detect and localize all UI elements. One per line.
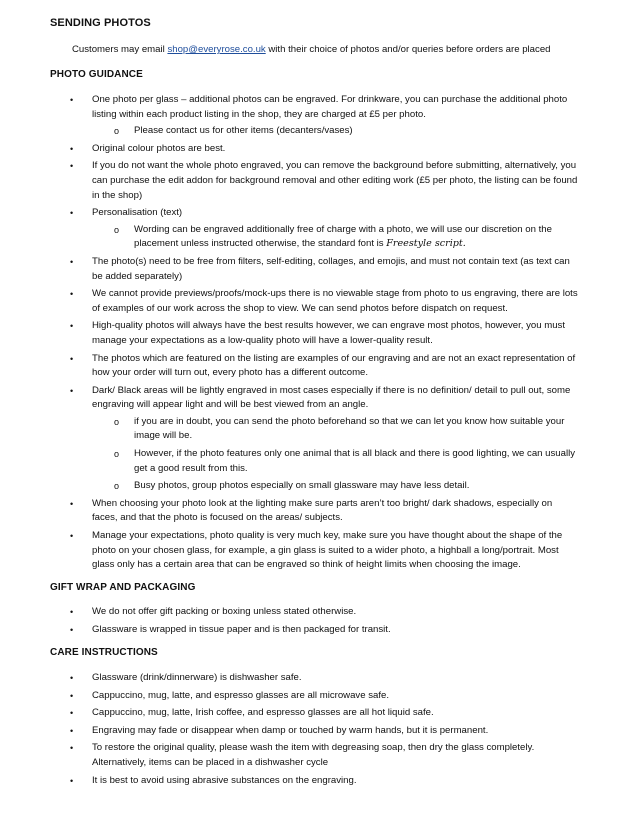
list-item	[0, 689, 631, 704]
list-item	[0, 384, 631, 494]
list-item	[0, 529, 631, 573]
list-item-text: The photo(s) need to be free from filters, self-editing, collages, and emojis, and must not contain text (as text can be added separately)	[92, 255, 570, 282]
bullet-icon: •	[70, 531, 74, 542]
bullet-icon: •	[70, 321, 74, 332]
circle-bullet-icon: o	[114, 126, 120, 137]
bullet-icon: •	[70, 143, 74, 154]
list-item-text: We cannot provide previews/proofs/mock-ups there is no viewable stage from photo to us engraving, there are lots of examples of our work across the shop to view. We can send photos before dispatch on request.	[92, 288, 578, 314]
list-item	[0, 605, 631, 620]
bullet-icon: •	[70, 690, 74, 701]
sub-list-item-text: if you are in doubt, you can send the photo beforehand so that we can let you know how suitable your image will be.	[134, 415, 565, 442]
bullet-icon: •	[70, 673, 74, 683]
page-title: SENDING PHOTOS	[50, 17, 151, 29]
list-item-text: Engraving may fade or disappear when damp or touched by warm hands, but it is permanent.	[92, 724, 489, 736]
list-item	[0, 724, 631, 739]
circle-bullet-icon: o	[114, 481, 120, 492]
list-item-text: Glassware is wrapped in tissue paper and is then packaged for transit.	[92, 623, 391, 635]
font-name-text: Freestyle script.	[386, 238, 466, 250]
photo-guidance-list	[0, 93, 631, 576]
list-item	[0, 319, 631, 348]
bullet-icon: •	[70, 161, 74, 172]
list-item-text: The photos which are featured on the listing are examples of our engraving and are not an exact representation of how your order will turn out, every photo has a different outcome.	[92, 352, 576, 379]
list-item	[0, 255, 631, 284]
bullet-icon: •	[70, 775, 74, 786]
list-item	[0, 206, 631, 252]
list-item-text: Glassware (drink/dinnerware) is dishwasher safe.	[92, 672, 302, 683]
bullet-icon: •	[70, 95, 74, 105]
gift-wrap-heading: GIFT WRAP AND PACKAGING	[50, 582, 196, 593]
circle-bullet-icon: o	[114, 449, 120, 460]
list-item	[0, 159, 631, 203]
list-item	[0, 352, 631, 381]
list-item	[0, 623, 631, 638]
list-item-text: Dark/ Black areas will be lightly engraved in most cases especially if there is no definition/ detail to pull out, some engraving will appear light and will be best viewed from an angle.	[92, 384, 571, 411]
bullet-icon: •	[70, 256, 74, 267]
sub-list-item	[92, 223, 579, 252]
list-item-text: Personalisation (text)	[92, 207, 183, 219]
bullet-icon: •	[70, 498, 74, 509]
list-item	[0, 142, 631, 157]
bullet-icon: •	[70, 607, 74, 617]
list-item-text: It is best to avoid using abrasive substances on the engraving.	[92, 774, 357, 786]
list-item	[0, 671, 631, 686]
intro-after: with their choice of photos and/or queries before orders are placed	[265, 44, 551, 55]
sub-list	[92, 415, 579, 494]
list-item-text: We do not offer gift packing or boxing unless stated otherwise.	[92, 606, 357, 617]
sub-list-item	[92, 479, 579, 494]
sub-list-item	[92, 415, 579, 444]
list-item-text: Manage your expectations, photo quality is very much key, make sure you have thought about the shape of the photo on your chosen glass, for example, a gin glass is suited to a wider photo, a highball a long/portrait. Most glass only has a certain area that can be engraved so think of height limits when choosing the image.	[92, 530, 563, 571]
bullet-icon: •	[70, 208, 74, 219]
bullet-icon: •	[70, 353, 74, 364]
photo-guidance-heading: PHOTO GUIDANCE	[50, 69, 143, 80]
bullet-icon: •	[70, 708, 74, 719]
bullet-icon: •	[70, 725, 74, 736]
care-instructions-heading: CARE INSTRUCTIONS	[50, 647, 158, 658]
sub-list	[92, 124, 579, 139]
email-link[interactable]: shop@everyrose.co.uk	[167, 44, 266, 55]
bullet-icon: •	[70, 743, 74, 754]
sub-list-item-text: Busy photos, group photos especially on small glassware may have less detail.	[134, 480, 470, 492]
list-item-text: To restore the original quality, please wash the item with degreasing soap, then dry the glass completely. Alternatively, items can be placed in a dishwasher cycle	[92, 742, 535, 768]
sub-list-item-text: Please contact us for other items (decanters/vases)	[134, 125, 353, 137]
circle-bullet-icon: o	[114, 224, 120, 235]
care-instructions-list	[0, 671, 631, 791]
bullet-icon: •	[70, 385, 74, 396]
circle-bullet-icon: o	[114, 416, 120, 427]
list-item	[0, 706, 631, 721]
list-item	[0, 774, 631, 789]
list-item-text: Original colour photos are best.	[92, 142, 226, 154]
list-item-text: If you do not want the whole photo engraved, you can remove the background before submitting, alternatively, you can purchase the edit addon for background removal and other editing work (£5 per photo, the listing can be found in the shop)	[92, 160, 578, 201]
list-item	[0, 287, 631, 316]
sub-list-item	[92, 124, 579, 139]
list-item-text: Cappuccino, mug, latte, and espresso glasses are all microwave safe.	[92, 689, 390, 701]
bullet-icon: •	[70, 624, 74, 635]
list-item	[0, 497, 631, 526]
list-item-text: High-quality photos will always have the best results however, we can engrave most photos, however, you must manage your expectations as a low-quality photo will have a lower-quality result.	[92, 320, 566, 346]
intro-text	[72, 43, 551, 58]
list-item-text: When choosing your photo look at the lighting make sure parts aren’t too bright/ dark shadows, especially on faces, and that the photo is focused on the areas/ subjects.	[92, 497, 553, 524]
sub-list-item	[92, 447, 579, 476]
list-item	[0, 741, 631, 770]
sub-list	[92, 223, 579, 252]
sub-list-item-text: Wording can be engraved additionally free of charge with a photo, we will use our discretion on the placement unless instructed otherwise, the standard font is	[134, 223, 552, 250]
list-item-text: Cappuccino, mug, latte, Irish coffee, and espresso glasses are all hot liquid safe.	[92, 707, 434, 719]
gift-wrap-list	[0, 605, 631, 640]
intro-before: Customers may email	[72, 44, 168, 55]
list-item-text: One photo per glass – additional photos can be engraved. For drinkware, you can purchase the additional photo listing within each product listing in the shop, they are charged at £5 per photo.	[92, 94, 568, 120]
sub-list-item-text: However, if the photo features only one animal that is all black and there is good lighting, we can usually get a good result from this.	[134, 448, 576, 474]
bullet-icon: •	[70, 289, 74, 300]
list-item	[0, 93, 631, 139]
